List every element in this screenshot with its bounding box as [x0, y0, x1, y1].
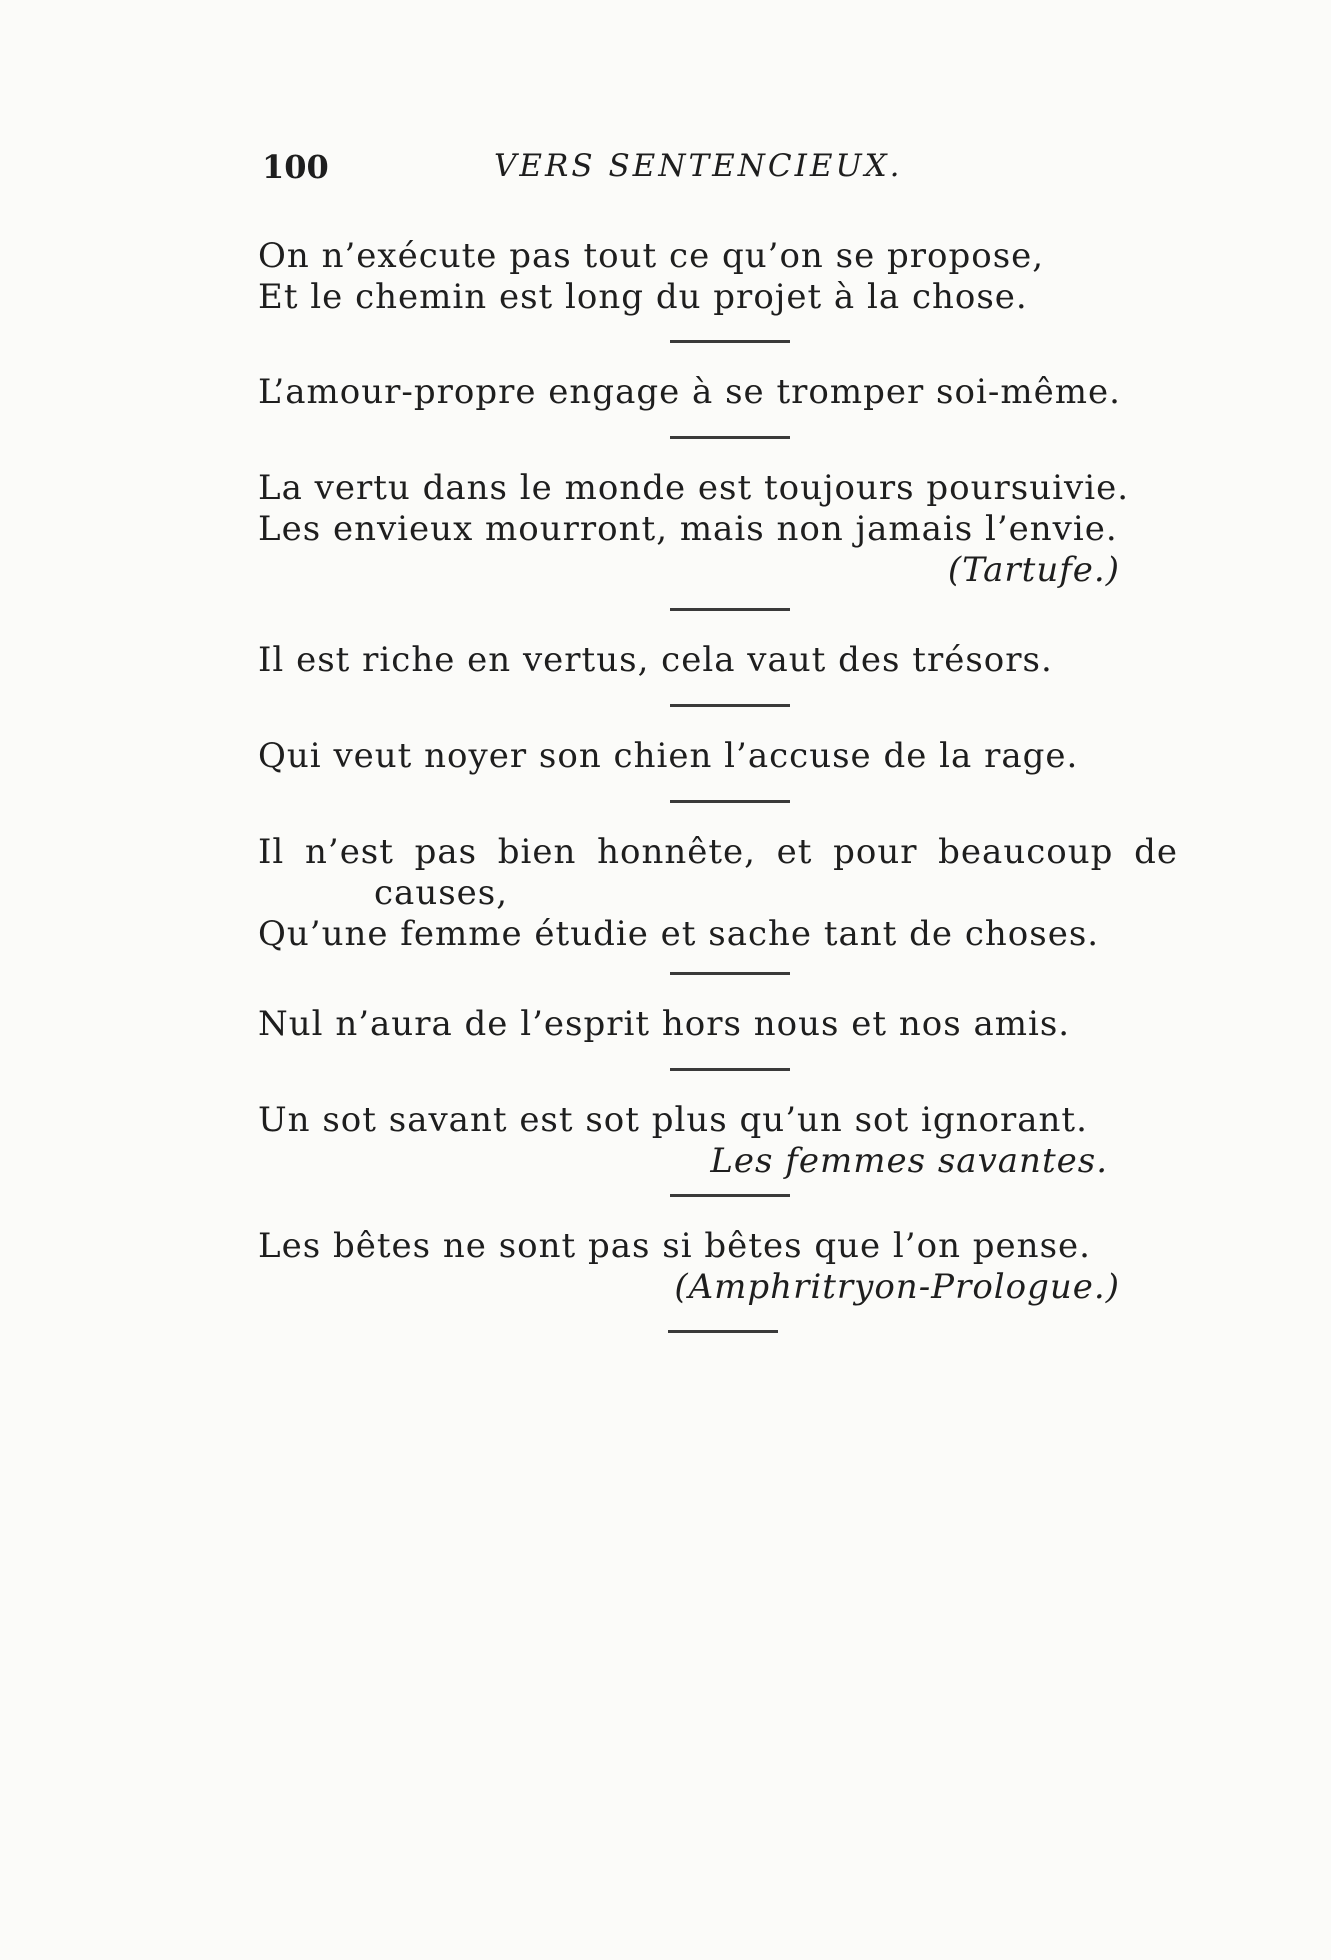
quote-block [258, 1100, 1188, 1182]
verse-line: L’amour-propre engage à se tromper soi-même. [258, 372, 1121, 412]
quote-block [258, 832, 1188, 955]
page-header [262, 148, 1162, 198]
verse-line [258, 832, 1178, 873]
word: honnête, [597, 832, 756, 872]
verse-line: Les bêtes ne sont pas si bêtes que l’on pense. [258, 1226, 1091, 1266]
separator-rule [670, 800, 790, 803]
verse-line: On n’exécute pas tout ce qu’on se propose, [258, 236, 1045, 276]
word: pas [414, 832, 478, 872]
separator-rule [670, 1194, 790, 1197]
quote-block [258, 1004, 1188, 1045]
separator-rule [670, 608, 790, 611]
word: Il [258, 832, 285, 872]
verse-line: Et le chemin est long du projet à la chose. [258, 277, 1028, 317]
separator-rule [670, 704, 790, 707]
word: beaucoup [938, 832, 1114, 872]
running-title: VERS SENTENCIEUX. [494, 148, 903, 184]
verse-line: Un sot savant est sot plus qu’un sot ignorant. [258, 1100, 1088, 1140]
word: bien [497, 832, 577, 872]
quote-block [258, 1226, 1188, 1308]
quote-block [258, 736, 1188, 777]
verse-continuation: causes, [374, 873, 509, 913]
verse-line: Les envieux mourront, mais non jamais l’envie. [258, 509, 1118, 549]
attribution: (Tartufe.) [947, 550, 1120, 590]
verse-line: Il est riche en vertus, cela vaut des trésors. [258, 640, 1053, 680]
quote-block [258, 236, 1188, 318]
separator-rule [670, 972, 790, 975]
separator-rule [668, 1330, 778, 1333]
separator-rule [670, 1068, 790, 1071]
word: pour [833, 832, 918, 872]
page-number: 100 [262, 148, 329, 186]
quote-block [258, 372, 1188, 413]
verse-line: Qu’une femme étudie et sache tant de choses. [258, 914, 1100, 954]
verse-line: La vertu dans le monde est toujours poursuivie. [258, 468, 1130, 508]
verse-line: Qui veut noyer son chien l’accuse de la rage. [258, 736, 1079, 776]
word: et [776, 832, 813, 872]
separator-rule [670, 340, 790, 343]
attribution: (Amphritryon-Prologue.) [674, 1267, 1120, 1307]
verse-line: Nul n’aura de l’esprit hors nous et nos amis. [258, 1004, 1071, 1044]
attribution: Les femmes savantes. [710, 1141, 1108, 1181]
word: n’est [304, 832, 394, 872]
separator-rule [670, 436, 790, 439]
word: de [1134, 832, 1178, 872]
quote-block [258, 640, 1188, 681]
quote-block [258, 468, 1188, 591]
